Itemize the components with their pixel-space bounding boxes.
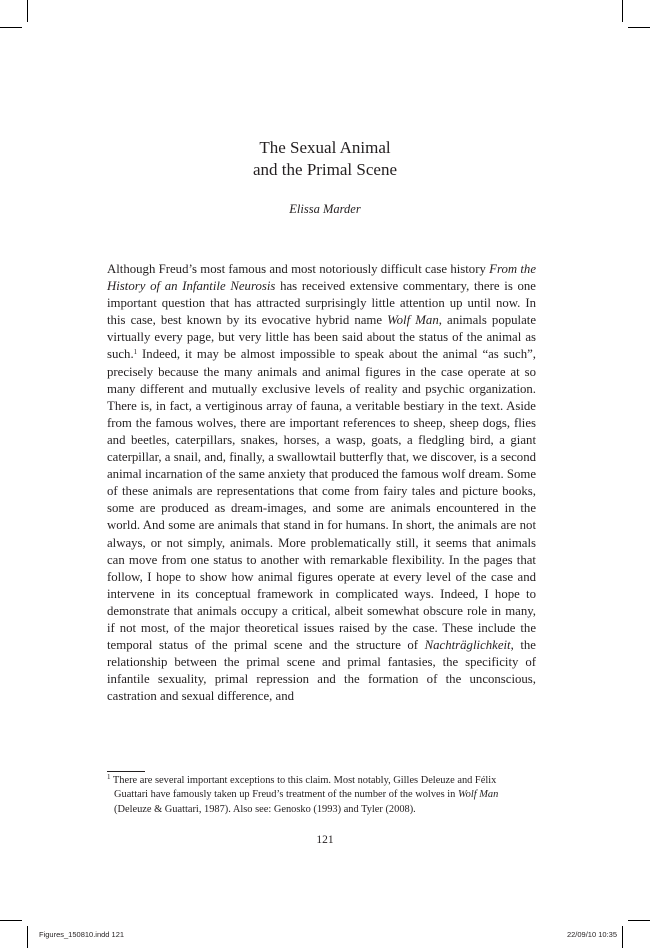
body-paragraph	[107, 261, 536, 705]
footnote-reference: 1	[133, 348, 138, 357]
footnote-text: Guattari have famously taken up Freud’s treatment of the number of the wolves in	[114, 789, 458, 801]
footnote-text: There are several important exceptions to this claim. Most notably, Gilles Deleuze and Félix	[110, 775, 497, 786]
footnote-rule	[107, 771, 145, 772]
crop-mark	[622, 926, 623, 948]
footnote	[107, 774, 536, 817]
italic-term: Nachträglichkeit	[424, 638, 511, 653]
crop-mark	[622, 0, 623, 22]
footnote-line: (Deleuze & Guattari, 1987). Also see: Genosko (1993) and Tyler (2008).	[114, 803, 416, 815]
crop-mark	[27, 926, 28, 948]
title-line-1: The Sexual Animal	[259, 138, 391, 157]
page-number: 121	[316, 834, 334, 846]
italic-title: Wolf Man	[387, 313, 439, 328]
italic-title: From the History of an Infantile Neurosis	[107, 262, 536, 294]
crop-mark	[0, 920, 22, 921]
body-text-segment: , animals populate virtually every page, but very little has been said about the status of the animal as such.	[107, 313, 536, 362]
crop-mark	[27, 0, 28, 22]
slug-date-time: 22/09/10 10:35	[566, 930, 617, 939]
body-text-segment: , the relationship between the primal scene and primal fantasies, the specificity of infantile sexuality, primal repression and the formation of the unconscious, castration and sexual difference, and	[107, 638, 536, 704]
footnote-number: 1	[107, 773, 111, 781]
article-title	[0, 137, 650, 181]
crop-mark	[0, 27, 22, 28]
crop-mark	[628, 27, 650, 28]
title-line-2: and the Primal Scene	[253, 160, 397, 179]
italic-title: Wolf Man	[457, 789, 499, 801]
crop-mark	[628, 920, 650, 921]
body-text-segment: Indeed, it may be almost impossible to speak about the animal “as such”, precisely because the many animals and animal figures in the case operate at so many different and mutually exclusive levels of reality and psychic organization. There is, in fact, a vertiginous array of fauna, a veritable bestiary in the text. Aside from the famous wolves, there are important references to sheep, sheep dogs, flies and beetles, caterpillars, snakes, horses, a wasp, goats, a fledgling bird, a giant caterpillar, a snail, and, finally, a swallowtail butterfly that, we discover, is a second animal incarnation of the same anxiety that produced the famous wolf dream. Some of these animals are representations that come from fairy tales and picture books, some are produced as dream-images, and some are animals encountered in the world. And some are animals that stand in for humans. In short, the animals are not always, or not simply, animals. More problematically still, it seems that animals can move from one status to another with remarkable flexibility. In the pages that follow, I hope to show how animal figures operate at every level of the case and intervene in its conceptual framework in complicated ways. Indeed, I hope to demonstrate that animals occupy a critical, albeit somewhat obscure role in many, if not most, of the major theoretical issues raised by the case. These include the temporal status of the primal scene and the structure of	[107, 347, 536, 653]
footnote-line	[107, 774, 536, 788]
slug-file-info: Figures_150810.indd 121	[39, 930, 125, 939]
body-text-segment: Although Freud’s most famous and most notoriously difficult case history	[107, 262, 490, 276]
body-text-segment: has received extensive commentary, there is one important question that has attracted surprisingly little attention up until now. In this case, best known by its evocative hybrid name	[107, 279, 536, 328]
footnote-line	[107, 788, 536, 802]
author-name: Elissa Marder	[289, 202, 361, 216]
